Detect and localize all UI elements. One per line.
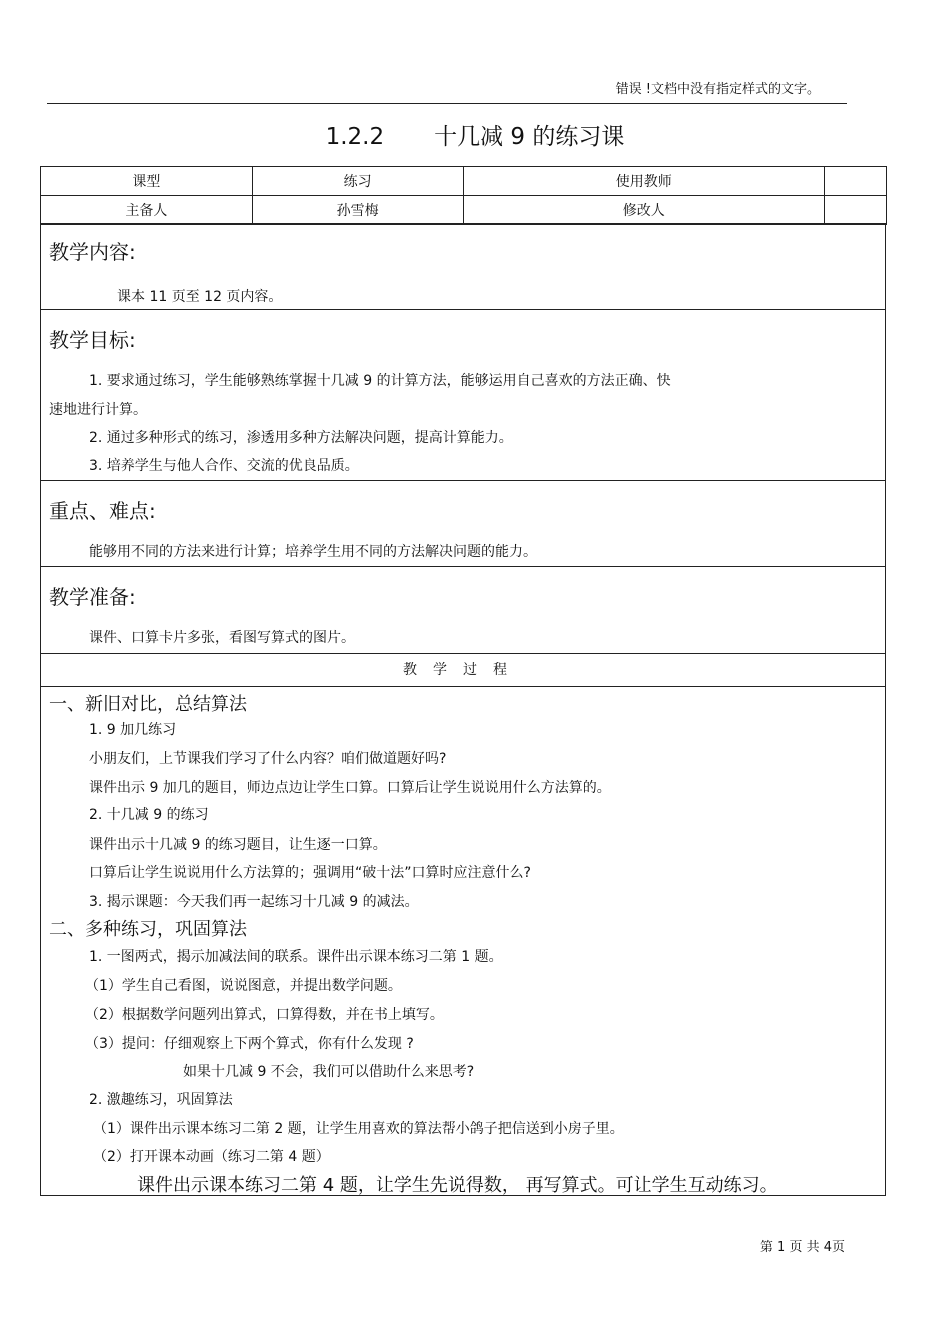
section-content xyxy=(40,223,886,310)
title-number: 1.2.2 xyxy=(325,124,385,150)
process-heading: 教学过程 xyxy=(40,653,886,687)
process-line: 口算后让学生说说用什么方法算的；强调用“破十法”口算时应注意什么? xyxy=(89,865,531,881)
info-cell: 孙雪梅 xyxy=(252,196,463,225)
section-key-points xyxy=(40,480,886,567)
info-cell: 练习 xyxy=(252,167,463,196)
process-section-2: 二、多种练习，巩固算法 xyxy=(49,919,247,940)
title-text: 十几减 9 的练习课 xyxy=(434,124,625,150)
process-line: 小朋友们，上节课我们学习了什么内容？咱们做道题好吗? xyxy=(89,751,447,767)
section-heading: 教学目标: xyxy=(49,328,136,352)
info-row xyxy=(41,167,887,196)
header-text: 错误 !文档中没有指定样式的文字。 xyxy=(615,82,820,97)
process-line: （1）课件出示课本练习二第 2 题，让学生用喜欢的算法帮小鸽子把信送到小房子里。 xyxy=(93,1121,624,1137)
prep-text: 课件、口算卡片多张，看图写算式的图片。 xyxy=(89,630,355,646)
info-cell: 主备人 xyxy=(41,196,253,225)
info-cell: 课型 xyxy=(41,167,253,196)
section-preparation xyxy=(40,566,886,654)
section-heading: 教学准备: xyxy=(49,585,136,609)
goal-1-cont: 速地进行计算。 xyxy=(49,402,147,418)
process-line: （2）根据数学问题列出算式，口算得数，并在书上填写。 xyxy=(85,1007,444,1023)
process-line: （1）学生自己看图，说说图意，并提出数学问题。 xyxy=(85,978,402,994)
header-rule xyxy=(47,103,847,104)
process-body xyxy=(40,686,886,1196)
content-text: 课本 11 页至 12 页内容。 xyxy=(117,289,283,305)
section-heading: 重点、难点: xyxy=(49,499,156,523)
info-cell: 使用教师 xyxy=(463,167,825,196)
info-row xyxy=(41,196,887,225)
info-table xyxy=(40,166,887,225)
section-heading: 教学内容: xyxy=(49,240,136,264)
page-title xyxy=(0,118,950,151)
goal-1: 1. 要求通过练习，学生能够熟练掌握十几减 9 的计算方法，能够运用自己喜欢的方法正确、快 xyxy=(89,373,671,389)
process-line: 课件出示课本练习二第 4 题，让学生先说得数， 再写算式。可让学生互动练习。 xyxy=(137,1175,778,1196)
process-line: 2. 十几减 9 的练习 xyxy=(89,807,209,823)
process-line: 3. 揭示课题：今天我们再一起练习十几减 9 的减法。 xyxy=(89,894,419,910)
goal-2: 2. 通过多种形式的练习，渗透用多种方法解决问题，提高计算能力。 xyxy=(89,430,513,446)
process-line: 如果十几减 9 不会，我们可以借助什么来思考? xyxy=(183,1064,475,1080)
process-line: 1. 一图两式，揭示加减法间的联系。课件出示课本练习二第 1 题。 xyxy=(89,949,503,965)
process-line: 课件出示 9 加几的题目，师边点边让学生口算。口算后让学生说说用什么方法算的。 xyxy=(89,780,611,796)
process-line: 课件出示十几减 9 的练习题目，让生逐一口算。 xyxy=(89,837,387,853)
process-line: 2. 激趣练习，巩固算法 xyxy=(89,1092,233,1108)
section-goals xyxy=(40,309,886,481)
info-cell xyxy=(825,167,887,196)
process-line: （2）打开课本动画（练习二第 4 题） xyxy=(93,1149,330,1165)
process-section-1: 一、新旧对比，总结算法 xyxy=(49,694,247,715)
process-line: （3）提问：仔细观察上下两个算式，你有什么发现 ? xyxy=(85,1036,414,1052)
key-text: 能够用不同的方法来进行计算；培养学生用不同的方法解决问题的能力。 xyxy=(89,544,537,560)
goal-3: 3. 培养学生与他人合作、交流的优良品质。 xyxy=(89,458,359,474)
process-line: 1. 9 加几练习 xyxy=(89,722,177,738)
info-cell: 修改人 xyxy=(463,196,825,225)
page-footer: 第 1 页 共 4页 xyxy=(759,1240,845,1255)
info-cell xyxy=(825,196,887,225)
